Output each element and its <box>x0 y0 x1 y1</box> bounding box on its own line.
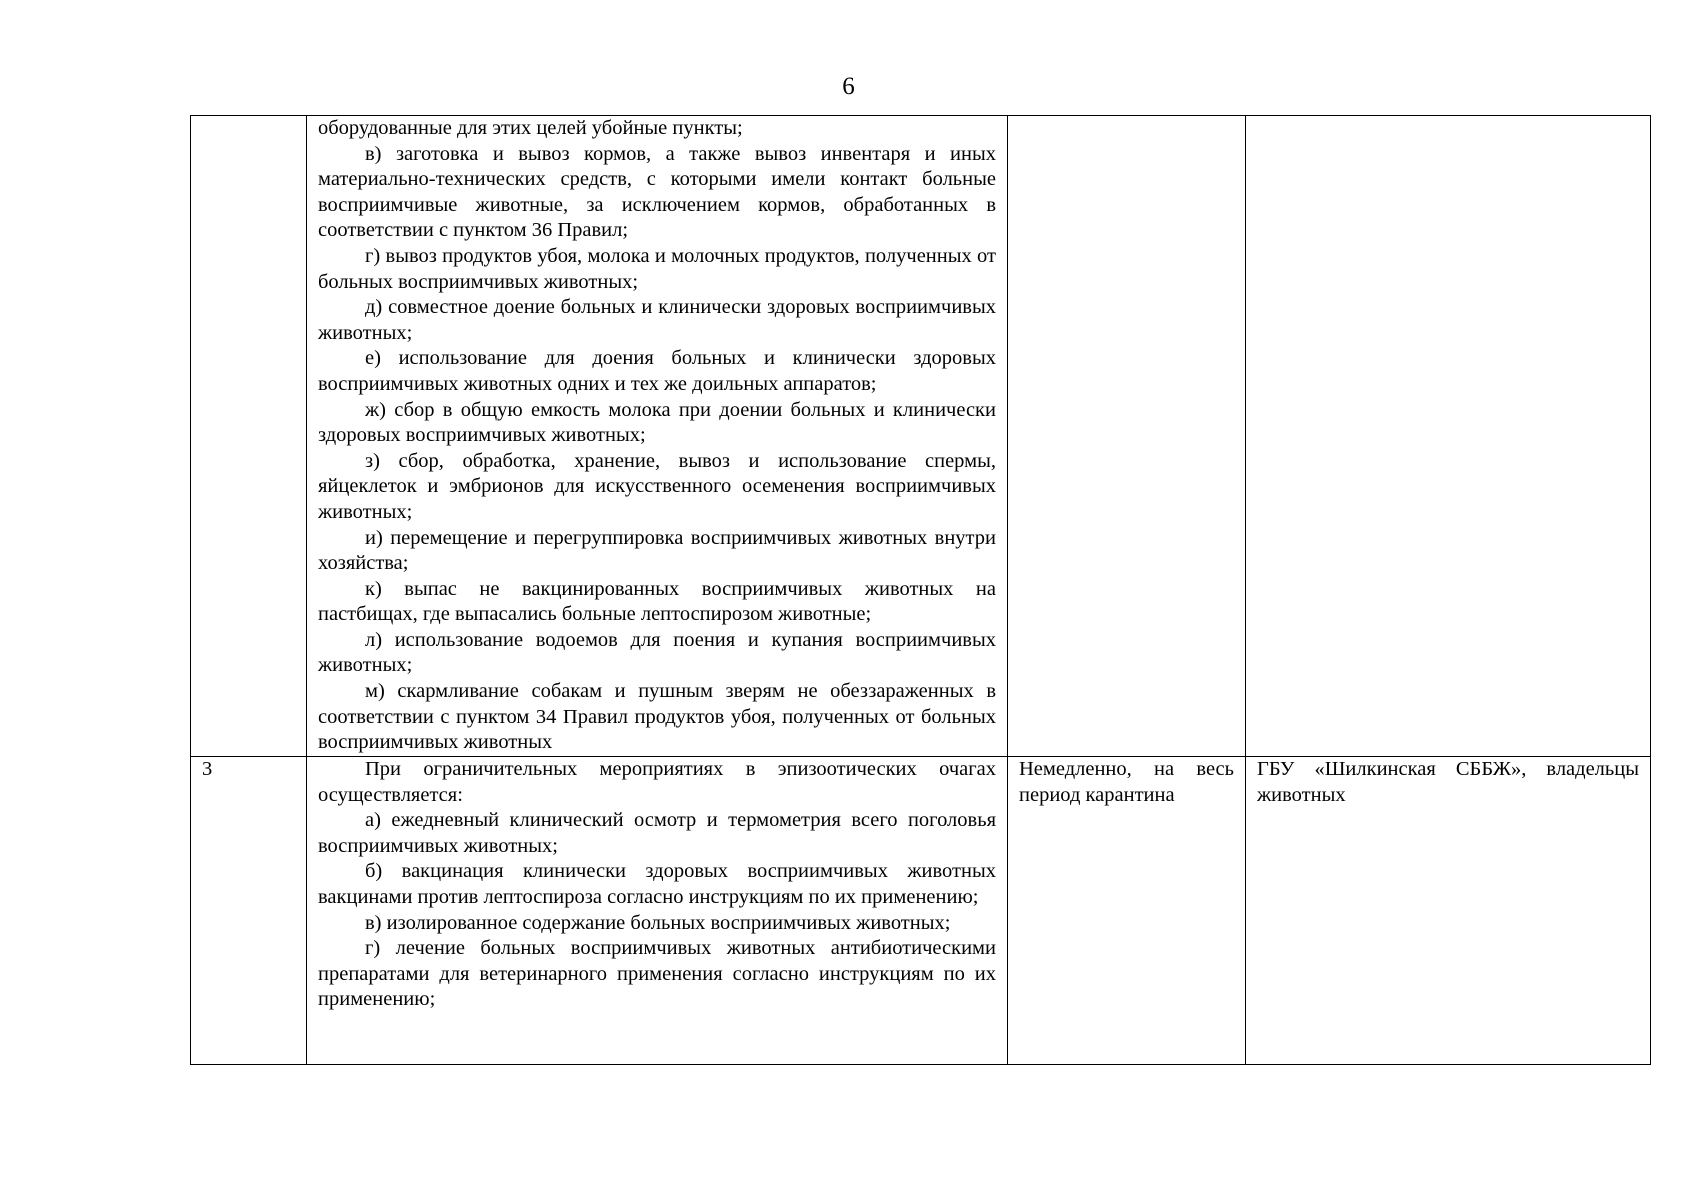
paragraph: д) совместное доение больных и клинически здоровых восприимчивых животных; <box>318 296 996 344</box>
page-number: 6 <box>842 73 855 100</box>
term-cell <box>1008 116 1246 757</box>
paragraph: б) вакцинация клинически здоровых восприимчивых животных вакцинами против лептоспироза согласно инструкциям по их применению; <box>318 860 996 908</box>
paragraph: г) лечение больных восприимчивых животных антибиотическими препаратами для ветеринарного применения согласно инструкциям по их применению; <box>318 937 996 1011</box>
row-number-cell: 3 <box>191 757 307 1065</box>
paragraph: ж) сбор в общую емкость молока при доении больных и клинически здоровых восприимчивых животных; <box>318 398 996 447</box>
paragraph: оборудованные для этих целей убойные пункты; <box>318 117 743 139</box>
term-cell: Немедленно, на весь период карантина <box>1008 757 1246 1065</box>
responsible-cell <box>1246 116 1651 757</box>
table-row <box>191 757 1651 1065</box>
paragraph: и) перемещение и перегруппировка восприимчивых животных внутри хозяйства; <box>318 526 996 575</box>
paragraph: м) скармливание собакам и пушным зверям не обеззараженных в соответствии с пунктом 34 Правил продуктов убоя, полученных от больных восприимчивых животных <box>318 680 996 754</box>
paragraph: е) использование для доения больных и клинически здоровых восприимчивых животных одних и тех же доильных аппаратов; <box>318 347 996 395</box>
paragraph: л) использование водоемов для поения и купания восприимчивых животных; <box>318 628 996 677</box>
paragraph: в) заготовка и вывоз кормов, а также вывоз инвентаря и иных материально-технических средств, с которыми имели контакт больные восприимчивые животные, за исключением кормов, обработанных в соответствии с пунктом 36 Правил; <box>318 142 996 242</box>
paragraph: При ограничительных мероприятиях в эпизоотических очагах осуществляется: <box>318 758 996 806</box>
paragraph: з) сбор, обработка, хранение, вывоз и использование спермы, яйцеклеток и эмбрионов для искусственного осеменения восприимчивых животных; <box>318 449 996 523</box>
paragraph: к) выпас не вакцинированных восприимчивых животных на пастбищах, где выпасались больные лептоспирозом животные; <box>318 577 996 626</box>
responsible-cell: ГБУ «Шилкинская СББЖ», владельцы животных <box>1246 757 1651 1065</box>
paragraph: а) ежедневный клинический осмотр и термометрия всего поголовья восприимчивых животных; <box>318 809 996 857</box>
paragraph: в) изолированное содержание больных восприимчивых животных; <box>365 911 951 934</box>
row-number-cell <box>191 116 307 757</box>
measures-text-cell <box>307 116 1008 757</box>
table-row <box>191 116 1651 757</box>
measures-text-cell <box>307 757 1008 1065</box>
measures-table <box>190 115 1651 1065</box>
paragraph: г) вывоз продуктов убоя, молока и молочных продуктов, полученных от больных восприимчивых животных; <box>318 244 996 293</box>
